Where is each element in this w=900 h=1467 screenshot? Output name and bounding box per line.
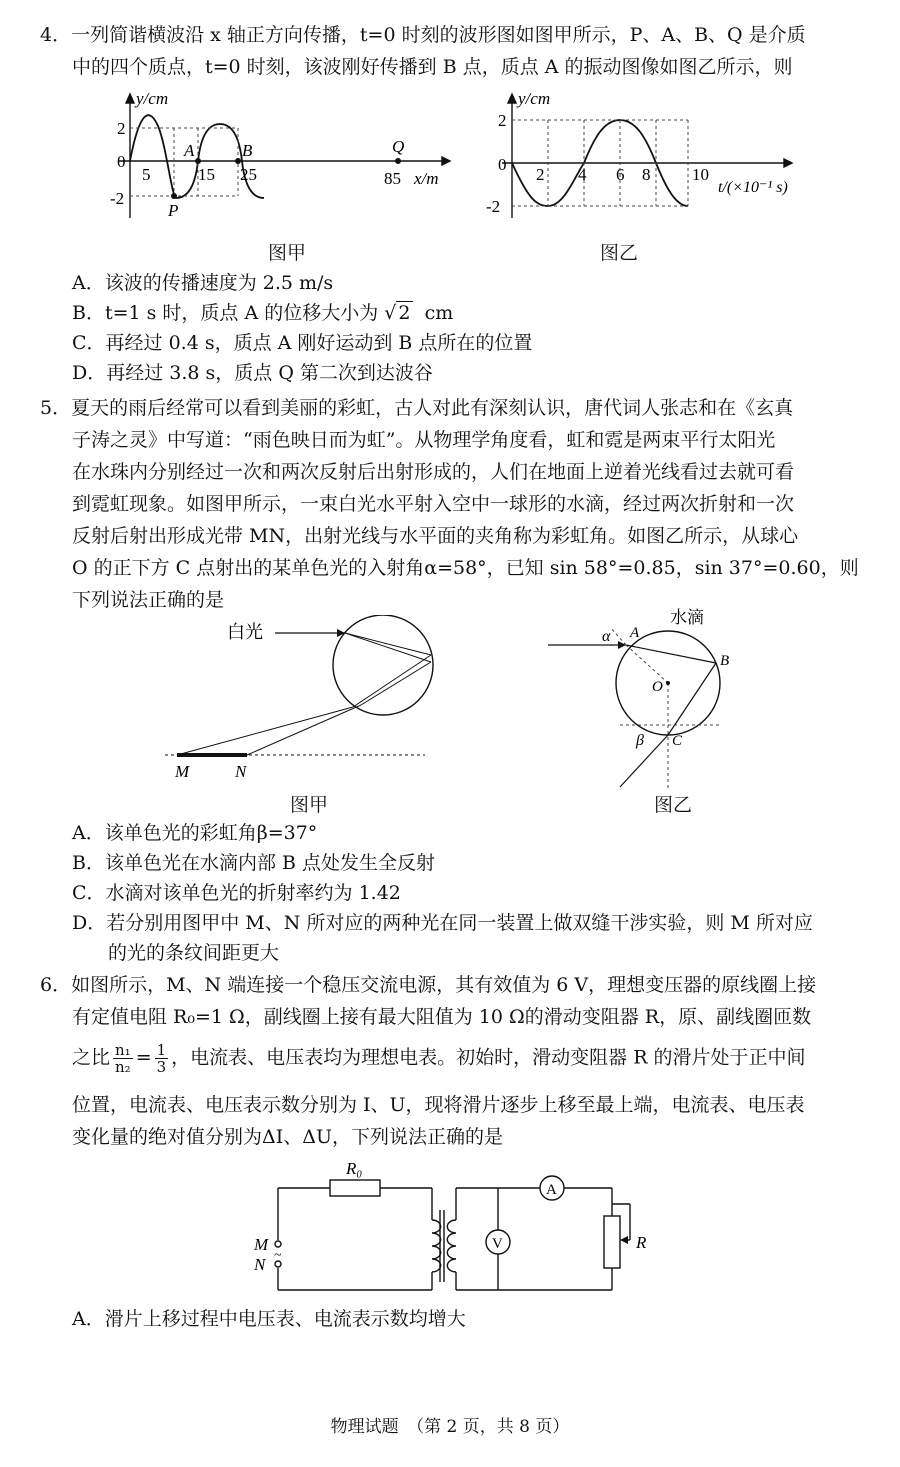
- q5-stem-line5: 反射后射出形成光带 MN，出射光线与水平面的夹角称为彩虹角。如图乙所示，从球心: [72, 525, 799, 547]
- q4-stem-line1: 4．一列简谐横波沿 x 轴正方向传播，t=0 时刻的波形图如图甲所示，P、A、B、Q 是介质: [40, 24, 806, 46]
- svg-text:A: A: [546, 1182, 557, 1198]
- q5-stem-line3: 在水珠内分别经过一次和两次反射后出射形成的，人们在地面上逆着光线看过去就可看: [72, 461, 795, 483]
- q5-option-b: B．该单色光在水滴内部 B 点处发生全反射: [72, 852, 436, 874]
- svg-text:R: R: [636, 1233, 647, 1252]
- q6-circuit-diagram: [240, 1160, 670, 1310]
- q4-jia-ylabel: y/cm: [136, 89, 169, 108]
- svg-text:y/cm: y/cm: [518, 89, 551, 108]
- q4-fig-jia-caption: 图甲: [268, 242, 307, 264]
- svg-text:N: N: [235, 762, 247, 781]
- q5-stem-line1: 5．夏天的雨后经常可以看到美丽的彩虹，古人对此有深刻认识，唐代词人张志和在《玄真: [40, 397, 794, 419]
- svg-text:β: β: [636, 732, 644, 749]
- q5-option-a: A．该单色光的彩虹角β=37°: [72, 822, 318, 844]
- svg-text:-2: -2: [486, 197, 501, 216]
- q5-stem-line6: O 的正下方 C 点射出的某单色光的入射角α=58°，已知 sin 58°=0.85，sin 37°=0.60，则: [72, 557, 859, 579]
- q5-option-c: C．水滴对该单色光的折射率约为 1.42: [72, 882, 401, 904]
- q5-fig-yi-caption: 图乙: [654, 794, 693, 816]
- q6-stem-line4: 位置，电流表、电压表示数分别为 I、U，现将滑片逐步上移至最上端，电流表、电压表: [72, 1094, 805, 1116]
- q4-fig-yi-caption: 图乙: [600, 242, 639, 264]
- page-footer: 物理试题 （第 2 页，共 8 页）: [330, 1417, 570, 1437]
- q6-option-a: A．滑片上移过程中电压表、电流表示数均增大: [72, 1308, 466, 1330]
- q4-vibration-graph: [478, 88, 818, 228]
- svg-text:15: 15: [198, 165, 215, 184]
- svg-text:t/(×10⁻¹ s): t/(×10⁻¹ s): [718, 179, 788, 196]
- svg-text:25: 25: [240, 165, 257, 184]
- svg-text:α: α: [602, 628, 611, 645]
- svg-text:N: N: [254, 1255, 266, 1274]
- svg-text:-2: -2: [110, 189, 125, 208]
- q5-fig-jia-caption: 图甲: [290, 794, 329, 816]
- q5-stem-line2: 子涛之灵》中写道：“雨色映日而为虹”。从物理学角度看，虹和霓是两束平行太阳光: [72, 429, 776, 451]
- q4-option-c: C．再经过 0.4 s，质点 A 刚好运动到 B 点所在的位置: [72, 332, 533, 354]
- svg-text:0: 0: [117, 152, 126, 171]
- q4-option-a: A．该波的传播速度为 2.5 m/s: [72, 272, 334, 294]
- q4-option-b: B．t=1 s 时，质点 A 的位移大小为 √ 2 cm: [72, 302, 454, 324]
- svg-text:V: V: [492, 1236, 503, 1252]
- q6-stem-line5: 变化量的绝对值分别为ΔI、ΔU，下列说法正确的是: [72, 1126, 503, 1148]
- svg-text:Q: Q: [392, 137, 405, 156]
- svg-text:6: 6: [616, 165, 625, 184]
- q4-wave-graph: [110, 88, 460, 228]
- q6-stem-line2: 有定值电阻 R₀=1 Ω，副线圈上接有最大阻值为 10 Ω的滑动变阻器 R，原、副线圈匝数: [72, 1006, 812, 1028]
- svg-text:B: B: [242, 141, 253, 160]
- svg-text:10: 10: [692, 165, 709, 184]
- svg-text:白光: 白光: [227, 622, 263, 642]
- svg-text:R₀: R₀: [346, 1160, 363, 1178]
- svg-text:2: 2: [498, 111, 507, 130]
- svg-text:85: 85: [384, 169, 401, 188]
- q6-stem-line3: 之比 $\frac{\text{n₁}}{\text{n₂}}$ = $\frac{1}{3}$ ，电流表、电压表均为理想电表。初始时，滑动变阻器 R 的滑片处于正中间: [72, 1041, 806, 1076]
- svg-text:P: P: [168, 201, 179, 220]
- svg-text:0: 0: [498, 155, 507, 174]
- svg-text:B: B: [720, 653, 730, 669]
- svg-text:2: 2: [536, 165, 545, 184]
- q5-option-d: D．若分别用图甲中 M、N 所对应的两种光在同一装置上做双缝干涉实验，则 M 所对应: [72, 912, 813, 934]
- svg-text:M: M: [254, 1235, 269, 1254]
- svg-text:8: 8: [642, 165, 651, 184]
- q4-stem-line2: 中的四个质点，t=0 时刻，该波刚好传播到 B 点，质点 A 的振动图像如图乙所示，则: [72, 56, 793, 78]
- svg-text:4: 4: [578, 165, 587, 184]
- svg-text:2: 2: [117, 119, 126, 138]
- q5-raindrop-fig-yi: [540, 605, 760, 795]
- svg-text:水滴: 水滴: [670, 608, 704, 627]
- svg-text:A: A: [630, 625, 640, 641]
- q5-option-d-cont: 的光的条纹间距更大: [108, 942, 280, 964]
- svg-text:M: M: [175, 762, 190, 781]
- q5-raindrop-fig-jia: [165, 615, 445, 785]
- svg-text:A: A: [184, 141, 195, 160]
- svg-text:C: C: [672, 733, 683, 749]
- q6-stem-line1: 6．如图所示，M、N 端连接一个稳压交流电源，其有效值为 6 V，理想变压器的原线圈上接: [40, 974, 817, 996]
- svg-text:x/m: x/m: [414, 169, 439, 188]
- svg-text:O: O: [652, 679, 663, 695]
- q5-stem-line7: 下列说法正确的是: [72, 589, 225, 611]
- q5-stem-line4: 到霓虹现象。如图甲所示，一束白光水平射入空中一球形的水滴，经过两次折射和一次: [72, 493, 795, 515]
- q4-option-d: D．再经过 3.8 s，质点 Q 第二次到达波谷: [72, 362, 433, 384]
- svg-text:5: 5: [142, 165, 151, 184]
- svg-text:~: ~: [274, 1248, 282, 1263]
